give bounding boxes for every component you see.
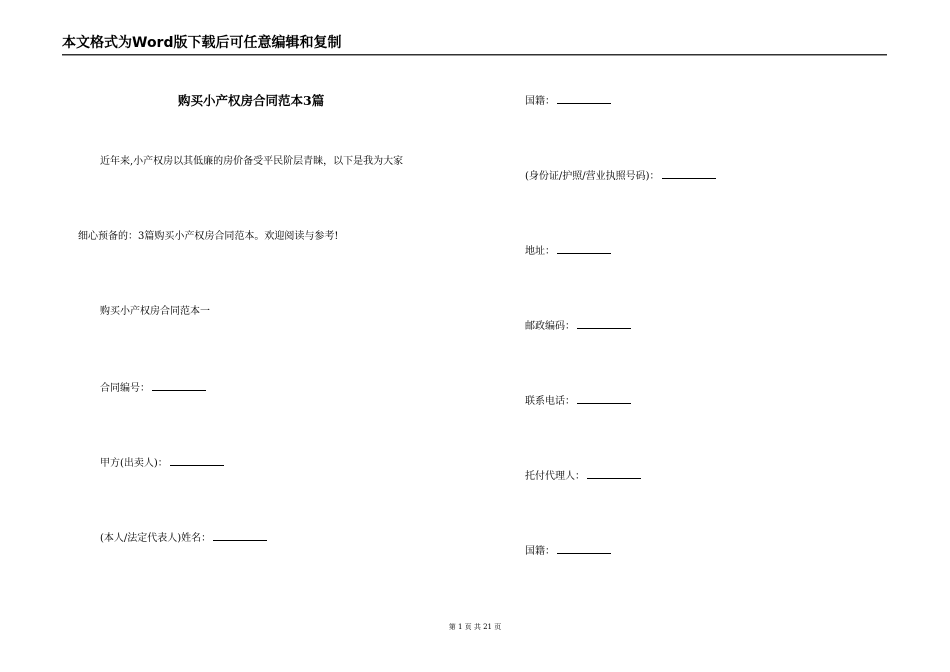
id-number-blank bbox=[662, 168, 716, 179]
phone-blank bbox=[577, 393, 631, 404]
nationality-field-2 bbox=[525, 543, 611, 559]
postal-code-blank bbox=[577, 318, 631, 329]
document-title: 购买小产权房合同范本3篇 bbox=[178, 93, 325, 108]
contract-number-blank bbox=[152, 380, 206, 391]
postal-code-field bbox=[525, 318, 631, 334]
agent-field bbox=[525, 468, 641, 484]
party-a-blank bbox=[170, 455, 224, 466]
agent-label: 托付代理人： bbox=[525, 471, 585, 482]
header-divider bbox=[62, 55, 887, 56]
phone-label: 联系电话： bbox=[525, 396, 575, 407]
id-number-label: (身份证/护照/营业执照号码)： bbox=[525, 171, 660, 182]
page-header bbox=[62, 34, 887, 55]
intro-paragraph-line-2: 细心预备的：3篇购买小产权房合同范本。欢迎阅读与参考! bbox=[78, 231, 339, 242]
header-text: 本文格式为Word版下载后可任意编辑和复制 bbox=[62, 35, 342, 51]
nationality-field-1 bbox=[525, 93, 611, 109]
phone-field bbox=[525, 393, 631, 409]
address-label: 地址： bbox=[525, 246, 555, 257]
contract-number-label: 合同编号： bbox=[100, 383, 150, 394]
representative-blank bbox=[213, 530, 267, 541]
nationality-blank-1 bbox=[557, 93, 611, 104]
nationality-label-1: 国籍： bbox=[525, 96, 555, 107]
postal-code-label: 邮政编码： bbox=[525, 321, 575, 332]
representative-label: (本人/法定代表人)姓名： bbox=[100, 533, 212, 544]
party-a-field bbox=[100, 455, 224, 471]
intro-paragraph-line-1: 近年来,小产权房以其低廉的房价备受平民阶层青睐，以下是我为大家 bbox=[100, 156, 404, 167]
contract-number-field bbox=[100, 380, 206, 396]
section-title: 购买小产权房合同范本一 bbox=[100, 306, 210, 317]
nationality-blank-2 bbox=[557, 543, 611, 554]
nationality-label-2: 国籍： bbox=[525, 546, 555, 557]
party-a-label: 甲方(出卖人)： bbox=[100, 458, 168, 469]
address-blank bbox=[557, 243, 611, 254]
representative-field bbox=[100, 530, 267, 546]
id-number-field bbox=[525, 168, 716, 184]
page-number: 第 1 页 共 21 页 bbox=[448, 623, 502, 631]
address-field bbox=[525, 243, 611, 259]
agent-blank bbox=[587, 468, 641, 479]
